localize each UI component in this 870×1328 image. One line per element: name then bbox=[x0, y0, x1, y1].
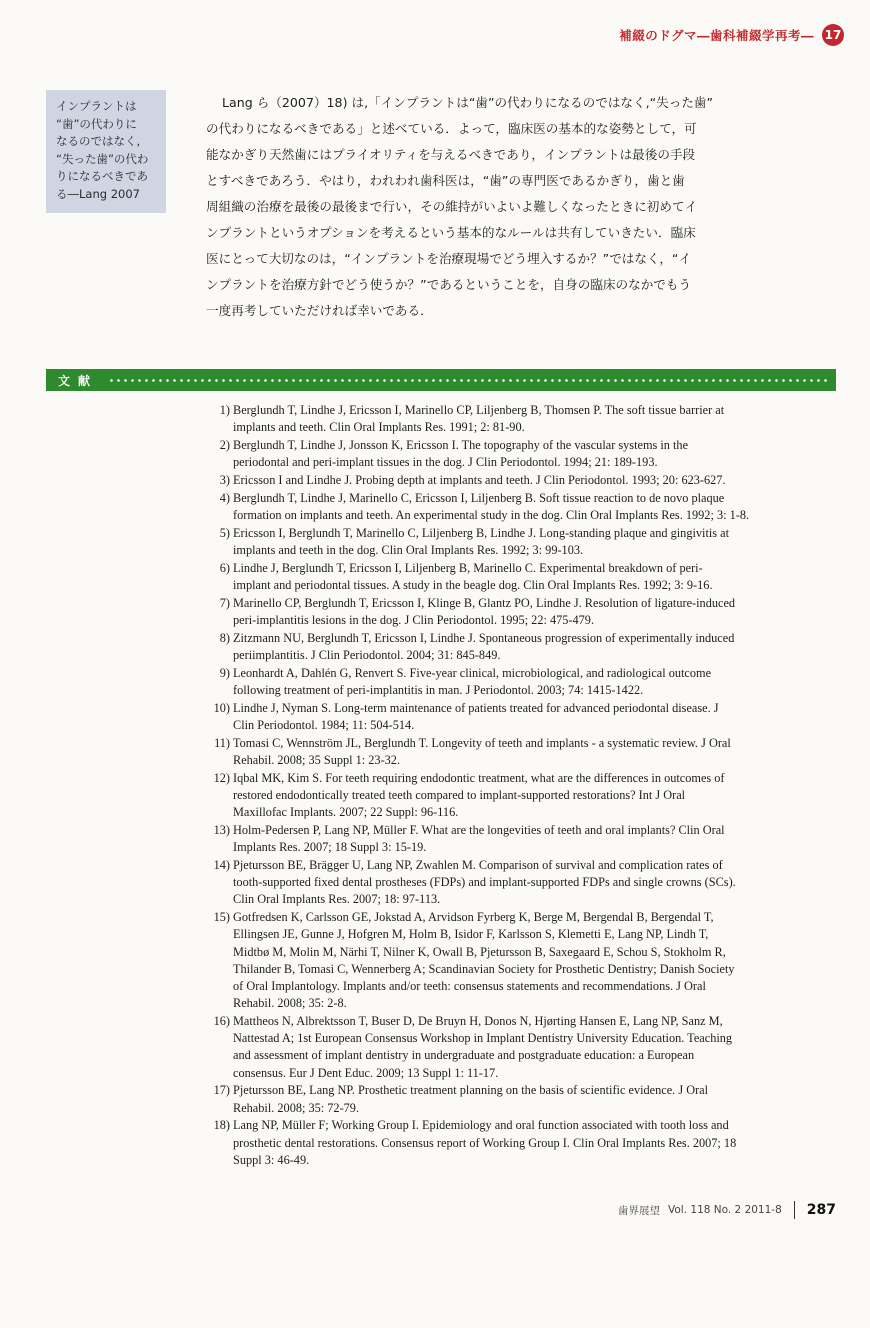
references-title: 文献 bbox=[58, 373, 99, 388]
reference-text bbox=[233, 1013, 836, 1082]
reference-item bbox=[200, 1117, 836, 1169]
reference-text bbox=[233, 560, 836, 594]
reference-item bbox=[200, 735, 836, 769]
page-footer bbox=[618, 1201, 836, 1219]
reference-line: Lindhe J, Nyman S. Long-term maintenance of patients treated for advanced periodontal disease. J bbox=[233, 700, 719, 715]
reference-line: prosthetic dental restorations. Consensus report of Working Group I. Clin Oral Implants Res. 2007; 18 bbox=[233, 1135, 737, 1150]
reference-text bbox=[233, 402, 836, 436]
reference-line: Berglundh T, Lindhe J, Ericsson I, Marinello CP, Liljenberg B, Thomsen P. The soft tissue barrier at bbox=[233, 403, 725, 417]
margin-note-line: “失った歯”の代わ bbox=[56, 151, 149, 166]
reference-number: 6) bbox=[219, 560, 230, 575]
reference-line: Clin Oral Implants Res. 2007; 18: 97-113. bbox=[233, 892, 441, 907]
reference-number: 14) bbox=[213, 858, 230, 872]
reference-line: Tomasi C, Wennström JL, Berglundh T. Longevity of teeth and implants - a systematic review. J Oral bbox=[233, 735, 731, 750]
reference-text bbox=[233, 770, 836, 822]
reference-line: restored endodontically treated teeth compared to implant-supported restorations? Int J Oral bbox=[233, 788, 686, 802]
reference-line: Mattheos N, Albrektsson T, Buser D, De Bruyn H, Donos N, Hjørting Hansen E, Lang NP, Sanz M, bbox=[233, 1014, 723, 1029]
reference-line: periimplantitis. J Clin Periodontol. 2004; 31: 845-849. bbox=[233, 648, 501, 662]
reference-line: Berglundh T, Lindhe J, Marinello C, Ericsson I, Liljenberg B. Soft tissue reaction to de novo plaque bbox=[233, 490, 725, 505]
reference-text bbox=[233, 700, 836, 734]
reference-line: Nattestad A; 1st European Consensus Workshop in Implant Dentistry University Education. Teaching bbox=[233, 1031, 733, 1046]
reference-item bbox=[200, 1013, 836, 1082]
reference-number: 18) bbox=[213, 1118, 230, 1133]
reference-text bbox=[233, 490, 836, 524]
reference-number: 13) bbox=[213, 823, 230, 837]
reference-number: 12) bbox=[213, 770, 230, 785]
reference-line: consensus. Eur J Dent Educ. 2009; 13 Suppl 1: 11-17. bbox=[233, 1065, 499, 1080]
reference-number: 10) bbox=[213, 700, 230, 715]
reference-number: 9) bbox=[219, 665, 230, 680]
reference-number: 16) bbox=[213, 1014, 230, 1029]
reference-line: Suppl 3: 46-49. bbox=[233, 1152, 310, 1167]
reference-line: Marinello CP, Berglundh T, Ericsson I, Klinge B, Glantz PO, Lindhe J. Resolution of ligature-induced bbox=[233, 595, 736, 610]
reference-text bbox=[233, 857, 836, 909]
reference-number: 5) bbox=[219, 525, 230, 540]
reference-line: implants and teeth. Clin Oral Implants Res. 1991; 2: 81-90. bbox=[233, 420, 525, 435]
body-paragraph bbox=[206, 90, 836, 324]
body-line: とすべきであろう．やはり，われわれ歯科医は，“歯”の専門医であるかぎり，歯と歯 bbox=[206, 173, 685, 188]
reference-number: 8) bbox=[219, 630, 230, 645]
dotted-rule bbox=[108, 379, 828, 382]
reference-line: periodontal and peri-implant tissues in the dog. J Clin Periodontol. 1994; 21: 189-193. bbox=[233, 455, 658, 470]
footer-divider bbox=[794, 1201, 795, 1219]
reference-line: Pjetursson BE, Brägger U, Lang NP, Zwahlen M. Comparison of survival and complication rates of bbox=[233, 858, 723, 872]
reference-text bbox=[233, 595, 836, 629]
reference-item bbox=[200, 560, 836, 594]
reference-line: Berglundh T, Lindhe J, Jonsson K, Ericsson I. The topography of the vascular systems in the bbox=[233, 438, 689, 452]
reference-item bbox=[200, 1082, 836, 1116]
body-line: Lang ら（2007）18) は,「インプラントは“歯”の代わりになるのではなく,“失った歯” bbox=[222, 95, 714, 110]
reference-text bbox=[233, 1082, 836, 1116]
body-line: ンプラントというオプションを考えるという基本的なルールは共有していきたい．臨床 bbox=[206, 225, 696, 240]
body-line: 能なかぎり天然歯にはプライオリティを与えるべきであり，インプラントは最後の手段 bbox=[206, 147, 696, 162]
running-header bbox=[619, 24, 844, 46]
reference-text bbox=[233, 472, 836, 489]
reference-line: Rehabil. 2008; 35: 72-79. bbox=[233, 1100, 360, 1115]
body-line: 一度再考していただければ幸いである． bbox=[206, 303, 433, 318]
reference-line: Leonhardt A, Dahlén G, Renvert S. Five-year clinical, microbiological, and radiological outcome bbox=[233, 665, 712, 680]
reference-item bbox=[200, 822, 836, 856]
margin-note-line: りになるべきであ bbox=[56, 169, 148, 183]
reference-line: implants and teeth in the dog. Clin Oral Implants Res. 1992; 3: 99-103. bbox=[233, 543, 584, 557]
margin-note-line: “歯”の代わりに bbox=[56, 116, 137, 131]
reference-line: Thilander B, Tomasi C, Wennerberg A; Scandinavian Society for Prosthetic Dentistry; Danish Society bbox=[233, 961, 735, 976]
reference-text bbox=[233, 909, 836, 1012]
reference-text bbox=[233, 437, 836, 471]
reference-line: Ellingsen JE, Gunne J, Hofgren M, Holm B, Isidor F, Karlsson S, Klemetti E, Lang NP, Lindh T, bbox=[233, 927, 709, 942]
reference-item bbox=[200, 665, 836, 699]
reference-item bbox=[200, 525, 836, 559]
reference-text bbox=[233, 665, 836, 699]
reference-text bbox=[233, 630, 836, 664]
reference-line: of Oral Implantology. Implants and/or teeth: consensus statements and recommendations. J Oral bbox=[233, 979, 706, 994]
reference-line: Rehabil. 2008; 35: 2-8. bbox=[233, 996, 347, 1011]
body-line: 医にとって大切なのは，“インプラントを治療現場でどう埋入するか？”ではなく，“イ bbox=[206, 251, 692, 266]
reference-item bbox=[200, 402, 836, 436]
reference-number: 11) bbox=[214, 735, 230, 750]
reference-line: Gotfredsen K, Carlsson GE, Jokstad A, Arvidson Fyrberg K, Berge M, Bergendal B, Bergendal T, bbox=[233, 910, 714, 925]
reference-line: Pjetursson BE, Lang NP. Prosthetic treatment planning on the basis of scientific evidence. J Oral bbox=[233, 1083, 709, 1098]
page-number: 287 bbox=[806, 1202, 836, 1218]
reference-item bbox=[200, 630, 836, 664]
reference-line: Zitzmann NU, Berglundh T, Ericsson I, Lindhe J. Spontaneous progression of experimentally induced bbox=[233, 630, 735, 645]
reference-line: Maxillofac Implants. 2007; 22 Suppl: 96-116. bbox=[233, 805, 459, 820]
reference-number: 4) bbox=[219, 490, 230, 505]
reference-text bbox=[233, 525, 836, 559]
reference-list bbox=[200, 402, 836, 1170]
reference-line: Implants Res. 2007; 18 Suppl 3: 15-19. bbox=[233, 840, 427, 855]
series-number-badge: 17 bbox=[822, 24, 844, 46]
body-line: の代わりになるべきである」と述べている．よって，臨床医の基本的な姿勢として，可 bbox=[206, 121, 697, 136]
reference-number: 2) bbox=[219, 438, 230, 452]
reference-number: 1) bbox=[219, 403, 230, 417]
reference-item bbox=[200, 857, 836, 909]
reference-line: peri-implantitis lesions in the dog. J Clin Periodontol. 1995; 22: 475-479. bbox=[233, 613, 595, 627]
reference-line: Iqbal MK, Kim S. For teeth requiring endodontic treatment, what are the differences in outcomes of bbox=[233, 770, 725, 785]
reference-text bbox=[233, 822, 836, 856]
margin-note-line: る―Lang 2007 bbox=[56, 186, 140, 201]
reference-number: 3) bbox=[219, 473, 230, 487]
reference-number: 17) bbox=[213, 1083, 230, 1098]
body-line: ンプラントを治療方針でどう使うか？”であるということを，自身の臨床のなかでもう bbox=[206, 277, 692, 292]
journal-name: 歯界展望 bbox=[618, 1204, 661, 1217]
reference-line: Rehabil. 2008; 35 Suppl 1: 23-32. bbox=[233, 753, 401, 767]
reference-item bbox=[200, 700, 836, 734]
margin-note bbox=[46, 90, 166, 213]
reference-item bbox=[200, 909, 836, 1012]
reference-item bbox=[200, 472, 836, 489]
reference-text bbox=[233, 1117, 836, 1169]
reference-line: implant and periodontal tissues. A study in the beagle dog. Clin Oral Implants Res. 1992; 3: 9-16. bbox=[233, 578, 713, 592]
reference-number: 7) bbox=[219, 595, 230, 610]
reference-line: tooth-supported fixed dental prostheses (FDPs) and implant-supported FDPs and single crowns (SCs). bbox=[233, 875, 736, 890]
reference-line: Ericsson I, Berglundh T, Marinello C, Liljenberg B, Lindhe J. Long-standing plaque and gingivitis at bbox=[233, 525, 730, 540]
references-heading-bar bbox=[46, 369, 836, 391]
body-line: 周組織の治療を最後の最後まで行い，その維持がいよいよ難しくなったときに初めてイ bbox=[206, 199, 698, 214]
reference-line: Clin Periodontol. 1984; 11: 504-514. bbox=[233, 718, 415, 732]
reference-line: following treatment of peri-implantitis in man. J Periodontol. 2003; 74: 1415-1422. bbox=[233, 683, 644, 697]
reference-line: formation on implants and teeth. An experimental study in the dog. Clin Oral Implants Res. 1992; 3: 1-8. bbox=[233, 508, 750, 522]
reference-line: Lang NP, Müller F; Working Group I. Epidemiology and oral function associated with tooth loss and bbox=[233, 1118, 729, 1133]
reference-item bbox=[200, 770, 836, 822]
reference-line: Lindhe J, Berglundh T, Ericsson I, Liljenberg B, Marinello C. Experimental breakdown of peri- bbox=[233, 560, 703, 575]
reference-number: 15) bbox=[213, 910, 230, 925]
reference-line: Holm-Pedersen P, Lang NP, Müller F. What are the longevities of teeth and oral implants? Clin Oral bbox=[233, 823, 725, 837]
reference-line: Ericsson I and Lindhe J. Probing depth at implants and teeth. J Clin Periodontol. 1993; 20: 623-627. bbox=[233, 473, 726, 487]
series-title: 補綴のドグマ―歯科補綴学再考― bbox=[619, 28, 814, 43]
reference-line: Midtbø M, Molin M, Närhi T, Nilner K, Owall B, Pjetursson B, Saxegaard E, Schou S, Stokholm R, bbox=[233, 944, 726, 959]
reference-item bbox=[200, 595, 836, 629]
reference-item bbox=[200, 437, 836, 471]
issue-info: Vol. 118 No. 2 2011-8 bbox=[668, 1204, 782, 1216]
margin-note-line: なるのではなく, bbox=[56, 134, 141, 148]
reference-line: and assessment of implant dentistry in undergraduate and postgraduate education: a European bbox=[233, 1048, 695, 1063]
reference-text bbox=[233, 735, 836, 769]
reference-item bbox=[200, 490, 836, 524]
margin-note-line: インプラントは bbox=[56, 99, 137, 113]
